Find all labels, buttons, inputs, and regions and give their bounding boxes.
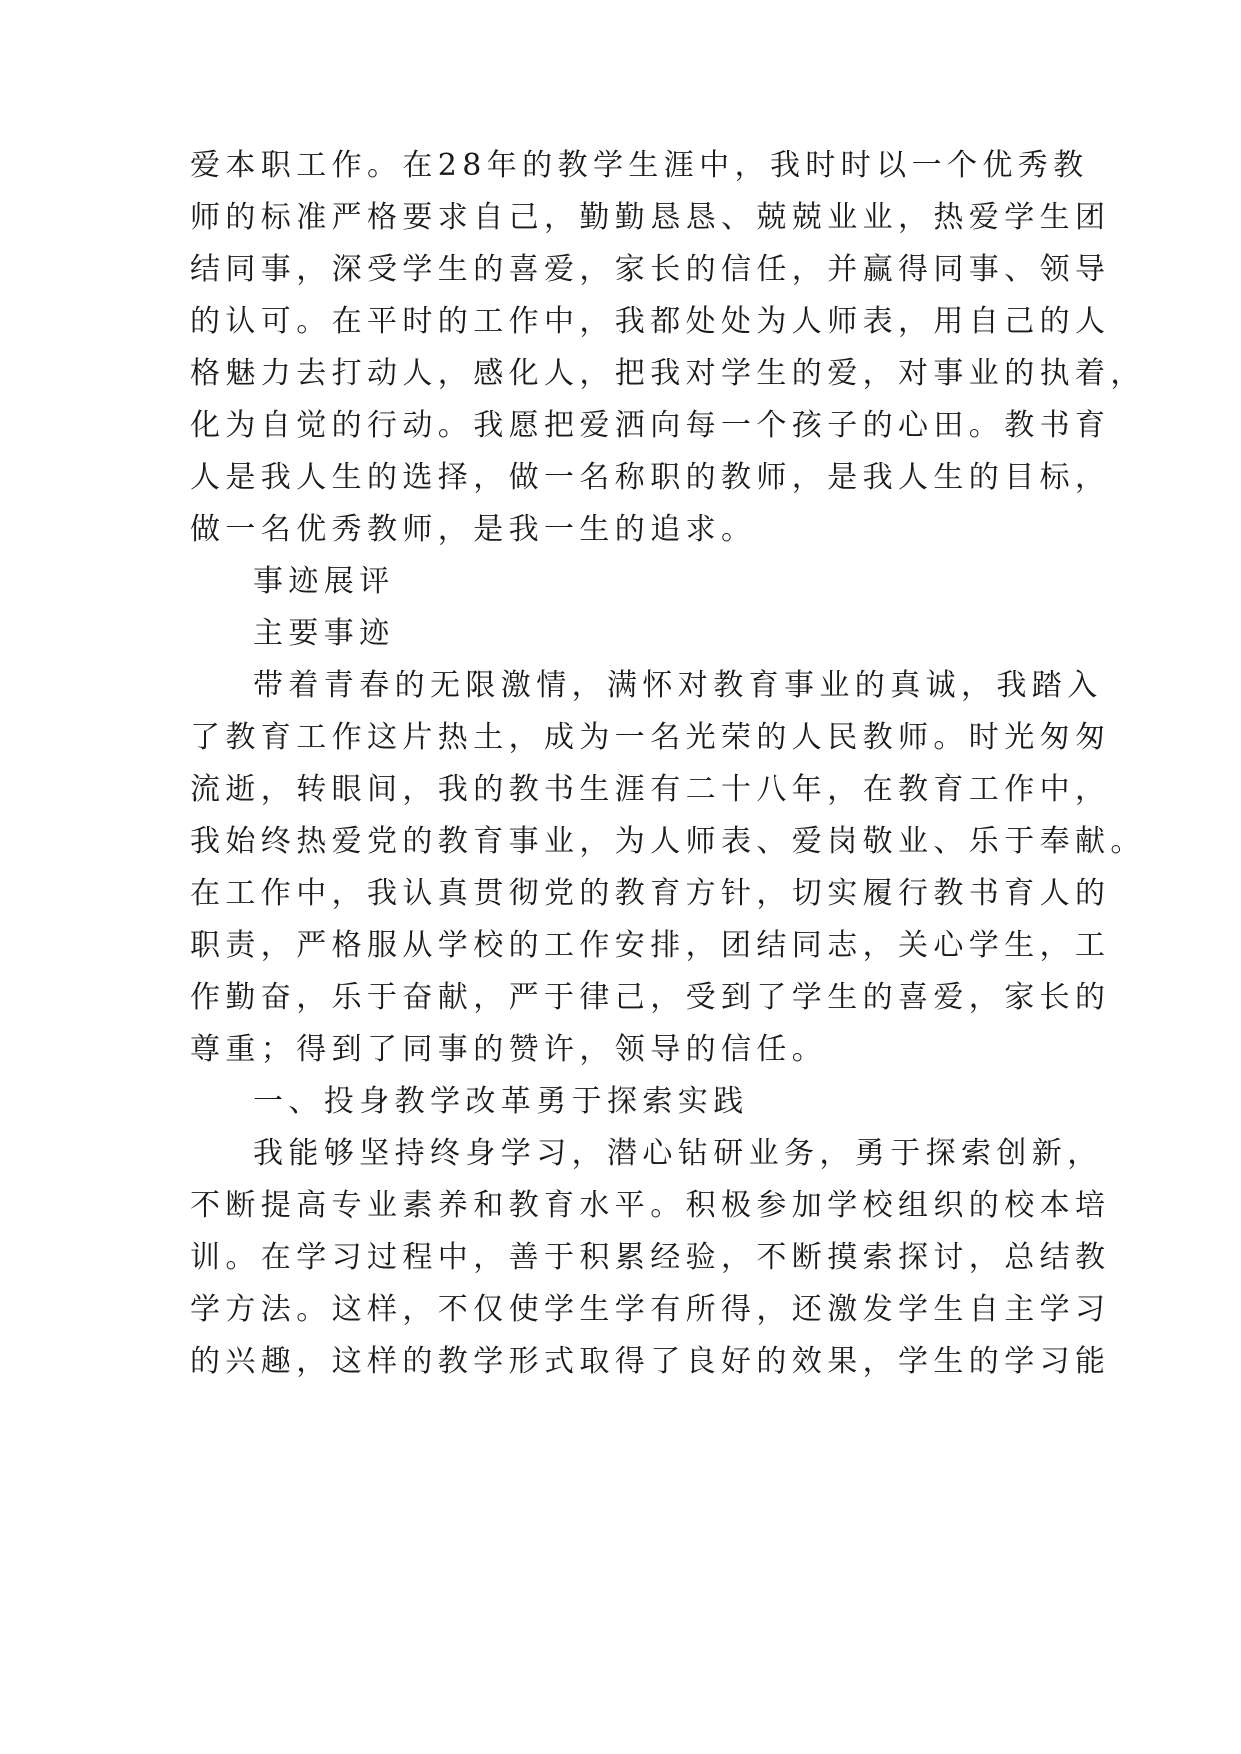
paragraph-line: 化为自觉的行动。我愿把爱洒向每一个孩子的心田。教书育 (190, 408, 1111, 443)
paragraph-line: 师的标准严格要求自己，勤勤恳恳、兢兢业业，热爱学生团 (190, 200, 1111, 235)
paragraph-line: 带着青春的无限激情，满怀对教育事业的真诚，我踏入 (253, 668, 1103, 703)
paragraph-line: 我始终热爱党的教育事业，为人师表、爱岗敬业、乐于奉献。 (190, 824, 1146, 859)
paragraph-line: 尊重；得到了同事的赞许，领导的信任。 (190, 1032, 828, 1067)
paragraph-line: 不断提高专业素养和教育水平。积极参加学校组织的校本培 (190, 1188, 1111, 1223)
paragraph-line: 人是我人生的选择，做一名称职的教师，是我人生的目标， (190, 460, 1111, 495)
paragraph-line: 流逝，转眼间，我的教书生涯有二十八年，在教育工作中， (190, 772, 1111, 807)
section-heading: 一、投身教学改革勇于探索实践 (253, 1084, 749, 1119)
paragraph-line: 做一名优秀教师，是我一生的追求。 (190, 512, 757, 547)
paragraph-line: 结同事，深受学生的喜爱，家长的信任，并赢得同事、领导 (190, 252, 1111, 287)
paragraph-line: 在工作中，我认真贯彻党的教育方针，切实履行教书育人的 (190, 876, 1111, 911)
paragraph-line: 训。在学习过程中，善于积累经验，不断摸索探讨，总结教 (190, 1240, 1111, 1275)
paragraph-line: 的兴趣，这样的教学形式取得了良好的效果，学生的学习能 (190, 1344, 1111, 1379)
paragraph-line: 了教育工作这片热土，成为一名光荣的人民教师。时光匆匆 (190, 720, 1111, 755)
paragraph-line: 职责，严格服从学校的工作安排，团结同志，关心学生，工 (190, 928, 1111, 963)
section-heading: 事迹展评 (253, 564, 395, 599)
paragraph-line: 学方法。这样，不仅使学生学有所得，还激发学生自主学习 (190, 1292, 1111, 1327)
paragraph-line: 爱本职工作。在28年的教学生涯中，我时时以一个优秀教 (190, 148, 1089, 183)
paragraph-line: 格魅力去打动人，感化人，把我对学生的爱，对事业的执着， (190, 356, 1146, 391)
paragraph-line: 我能够坚持终身学习，潜心钻研业务，勇于探索创新， (253, 1136, 1103, 1171)
paragraph-line: 作勤奋，乐于奋献，严于律己，受到了学生的喜爱，家长的 (190, 980, 1111, 1015)
paragraph-line: 的认可。在平时的工作中，我都处处为人师表，用自己的人 (190, 304, 1111, 339)
section-subheading: 主要事迹 (253, 616, 395, 651)
